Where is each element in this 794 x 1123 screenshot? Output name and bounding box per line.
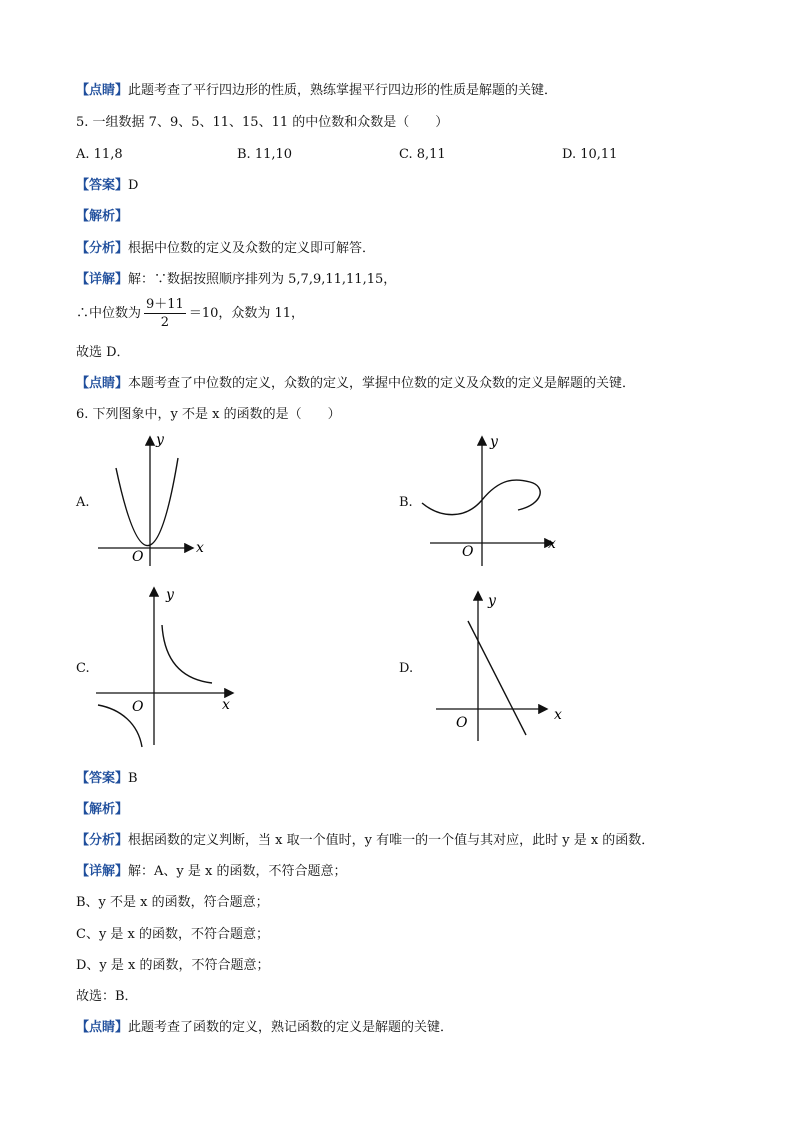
q5-option-b: B. 11,10 xyxy=(237,147,293,162)
y-axis-label: y xyxy=(488,593,496,609)
median-fraction xyxy=(144,296,186,331)
graph-a-parabola xyxy=(90,428,220,568)
fenxi-tag: 【分析】 xyxy=(76,833,129,848)
q5-analysis-line xyxy=(76,208,128,226)
fenxi-text: 根据中位数的定义及众数的定义即可解答． xyxy=(128,241,376,256)
y-axis-label: y xyxy=(156,432,164,448)
graph-c-hyperbola xyxy=(90,585,240,750)
dianjing-text: 本题考查了中位数的定义，众数的定义，掌握中位数的定义及众数的定义是解题的关键． xyxy=(128,376,636,391)
origin-label: O xyxy=(462,544,474,560)
q6-dianjing-line xyxy=(76,1019,453,1037)
analysis-tag: 【解析】 xyxy=(76,802,129,817)
fraction-numerator: 9＋11 xyxy=(146,297,184,312)
detail-text: 解：A、y 是 x 的函数，不符合题意； xyxy=(128,864,347,879)
x-axis-label: x xyxy=(196,540,204,556)
x-axis-label: x xyxy=(222,697,230,713)
q6-answer-line xyxy=(76,770,138,788)
q6-detail-c: C、y 是 x 的函数，不符合题意； xyxy=(76,927,270,942)
dianjing-text: 此题考查了函数的定义，熟记函数的定义是解题的关键． xyxy=(128,1020,454,1035)
answer-value: B xyxy=(128,771,138,786)
q6-detail-b: B、y 不是 x 的函数，符合题意； xyxy=(76,895,269,910)
q5-stem: 5. 一组数据 7、9、5、11、15、11 的中位数和众数是（ ） xyxy=(76,115,449,130)
q6-detail-line xyxy=(76,863,346,881)
detail-text: 解：∵数据按照顺序排列为 5,7,9,11,11,15， xyxy=(128,272,397,287)
answer-tag: 【答案】 xyxy=(76,178,129,193)
q6-detail-d: D、y 是 x 的函数，不符合题意； xyxy=(76,958,270,973)
origin-label: O xyxy=(132,699,144,715)
detail-tag: 【详解】 xyxy=(76,864,129,879)
dianjing-tag: 【点睛】 xyxy=(76,376,129,391)
q5-detail-line xyxy=(76,271,396,289)
q5-dianjing-line xyxy=(76,375,635,393)
q5-median-line xyxy=(76,296,304,332)
fraction-denominator: 2 xyxy=(160,315,170,330)
q6-conclusion: 故选：B． xyxy=(76,989,138,1004)
graph-b-label: B. xyxy=(399,495,413,510)
dianjing-text: 此题考查了平行四边形的性质，熟练掌握平行四边形的性质是解题的关键． xyxy=(128,83,558,98)
fenxi-tag: 【分析】 xyxy=(76,241,129,256)
q5-option-a: A. 11,8 xyxy=(76,147,123,162)
graph-c-label: C. xyxy=(76,661,90,676)
x-axis-label: x xyxy=(548,536,556,552)
parabola-curve xyxy=(116,458,178,546)
q5-option-d: D. 10,11 xyxy=(562,147,618,162)
q5-conclusion: 故选 D． xyxy=(76,345,130,360)
fenxi-text: 根据函数的定义判断，当 x 取一个值时，y 有唯一的一个值与其对应，此时 y 是 x 的函数． xyxy=(128,833,655,848)
median-suffix: ＝10，众数为 11， xyxy=(188,306,305,321)
q6-fenxi-line xyxy=(76,832,654,850)
q5-answer-line xyxy=(76,177,138,195)
q5-option-c: C. 8,11 xyxy=(399,147,446,162)
straight-line xyxy=(468,621,526,735)
origin-label: O xyxy=(456,715,468,731)
q6-stem: 6. 下列图象中，y 不是 x 的函数的是（ ） xyxy=(76,407,341,422)
top-dianjing-line xyxy=(76,82,557,100)
analysis-tag: 【解析】 xyxy=(76,209,129,224)
y-axis-label: y xyxy=(490,434,498,450)
answer-tag: 【答案】 xyxy=(76,771,129,786)
graph-b-s-curve xyxy=(420,428,565,568)
detail-tag: 【详解】 xyxy=(76,272,129,287)
dianjing-tag: 【点睛】 xyxy=(76,1020,129,1035)
y-axis-label: y xyxy=(166,587,174,603)
origin-label: O xyxy=(132,549,144,565)
answer-value: D xyxy=(128,178,139,193)
x-axis-label: x xyxy=(554,707,562,723)
graph-a-label: A. xyxy=(76,495,90,510)
q6-analysis-line xyxy=(76,801,128,819)
graph-d-label: D. xyxy=(399,661,414,676)
graph-d-line xyxy=(428,585,576,745)
hyperbola-branch-right xyxy=(162,625,212,683)
s-curve xyxy=(422,480,540,515)
median-prefix: ∴中位数为 xyxy=(76,306,142,321)
q5-fenxi-line xyxy=(76,240,375,258)
dianjing-tag: 【点睛】 xyxy=(76,83,129,98)
